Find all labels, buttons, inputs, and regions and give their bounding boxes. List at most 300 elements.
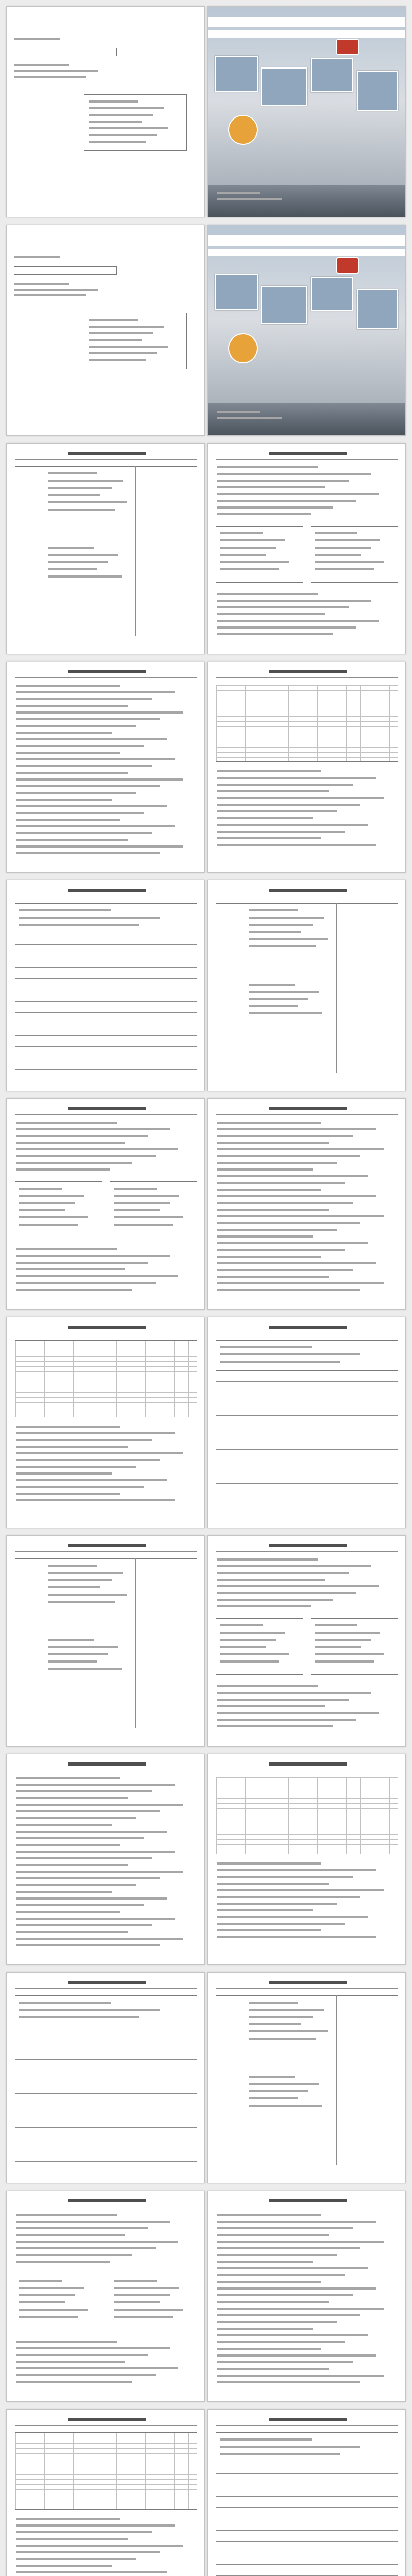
page-14 [207,1317,406,1528]
text-line [217,1712,379,1714]
text-line [217,1599,333,1601]
cover-footer-line [217,411,260,413]
itinerary-line [249,931,301,933]
text-line [16,1931,128,1933]
text-line [16,1426,120,1428]
text-line [16,2571,167,2573]
text-line [16,1142,125,1144]
page-heading [269,2199,347,2202]
info-line [19,2309,88,2311]
info-line [114,2280,157,2282]
sender-address-line [89,100,138,103]
heading-underline [15,459,197,460]
text-line [217,1579,325,1581]
form-entry-rule [216,1449,398,1450]
form-line [19,909,111,911]
form-line [19,2016,139,2018]
text-line [217,1128,376,1130]
heading-underline [15,2425,197,2426]
text-line [217,606,349,608]
text-line [217,784,353,786]
text-line [16,1897,167,1900]
info-line [114,1209,160,1211]
text-line [217,1242,368,1244]
postal-barcode [14,234,34,250]
city-skyline-image [208,403,405,435]
travel-photo-1 [215,274,258,310]
form-entry-rule [216,1381,398,1382]
travel-photo-4 [357,71,398,111]
text-line [16,1499,175,1501]
text-line [217,1883,329,1885]
text-line [16,711,183,714]
text-line [16,1851,175,1853]
text-line [16,2254,132,2256]
page-heading [68,1107,146,1110]
data-table [15,1340,197,1417]
text-line [16,685,120,687]
page-23 [6,2409,205,2576]
info-line [19,1202,75,1204]
page-19 [6,1972,205,2183]
itinerary-line [48,547,94,549]
info-line [114,2316,173,2318]
data-table [15,2432,197,2510]
page-10 [207,880,406,1091]
text-line [16,1784,175,1786]
text-line [217,777,376,779]
heading-underline [15,1551,197,1552]
text-line [16,2347,170,2349]
text-line [217,600,371,602]
info-line [220,532,263,534]
text-line [217,810,337,812]
page-heading [269,1107,347,1110]
cover-subtitle-band [208,30,405,38]
text-line [16,1439,152,1441]
sender-address-line [89,359,146,361]
text-line [217,2334,368,2336]
page-heading [68,1326,146,1329]
form-line [220,1346,312,1348]
text-line [16,1891,112,1893]
text-line [16,1924,152,1926]
text-line [217,633,333,635]
text-line [217,1155,360,1157]
form-entry-rule [15,2059,197,2060]
text-line [16,852,160,854]
text-line [16,1824,112,1826]
text-line [217,1896,360,1898]
itinerary-line [48,1639,94,1641]
text-line [217,2261,313,2263]
sender-address-line [89,319,138,321]
recipient-address-line [14,283,69,285]
text-line [217,1862,321,1865]
text-line [217,2214,321,2216]
page-heading [269,889,347,892]
price-stamp [228,333,258,363]
text-line [217,2341,345,2343]
itinerary-line [48,554,118,556]
info-line [19,1224,78,1226]
recipient-address-line [14,294,86,296]
text-line [217,1235,313,1238]
info-line [220,1660,279,1663]
text-line [16,1877,160,1879]
text-line [217,1168,313,1171]
itinerary-line [48,1572,123,1574]
text-line [217,1249,345,1251]
info-line [220,1646,266,1648]
text-line [217,1122,321,1124]
form-entry-rule [216,2507,398,2508]
tour-badge [336,257,359,274]
text-line [217,797,384,799]
text-line [217,1215,384,1217]
data-table [216,685,398,762]
itinerary-line [249,1005,298,1007]
text-line [217,626,356,629]
text-line [16,1938,183,1940]
info-line [114,2301,160,2303]
text-line [16,2381,132,2383]
text-line [16,2341,117,2343]
page-heading [269,1544,347,1547]
info-line [19,2280,62,2282]
itinerary-line [249,1012,322,1014]
text-line [16,1817,136,1819]
text-line [16,1459,160,1461]
page-13 [6,1317,205,1528]
cover-subtitle-band [208,249,405,256]
text-line [217,1222,360,1224]
text-line [16,1148,178,1150]
mailer-notice-line [14,256,60,258]
text-line [217,1276,329,1278]
text-line [217,2354,376,2357]
info-line [220,547,276,549]
text-line [217,1889,384,1891]
price-stamp [228,115,258,145]
itinerary-line [48,487,112,489]
text-line [16,785,160,787]
text-line [217,1923,345,1925]
sender-address-line [89,114,153,116]
text-line [16,2227,148,2229]
info-line [114,1216,183,1218]
itinerary-line [249,2090,308,2092]
info-line [220,568,279,570]
text-line [217,466,318,468]
form-entry-rule [15,1001,197,1002]
form-line [19,2009,160,2011]
form-header-box [15,1995,197,2026]
itinerary-line [249,2083,319,2085]
page-20 [207,1972,406,2183]
text-line [16,698,152,700]
form-entry-rule [15,1046,197,1047]
info-line [220,539,285,541]
text-line [217,620,379,622]
sender-address-line [89,141,146,143]
page-heading [269,1762,347,1766]
text-line [217,500,356,502]
text-line [217,2375,384,2377]
info-line [19,2294,75,2296]
page-17 [6,1754,205,1965]
text-line [217,1572,349,1574]
text-line [16,1857,152,1859]
form-line [19,924,139,926]
heading-underline [15,1114,197,1115]
text-line [16,1289,132,1291]
form-entry-rule [216,2541,398,2542]
text-line [217,1585,379,1587]
travel-photo-1 [215,56,258,92]
itinerary-line [249,938,328,940]
text-line [217,2241,384,2243]
itinerary-line [48,494,100,496]
travel-photo-2 [261,286,307,324]
itinerary-line [48,1646,118,1648]
text-line [16,725,136,727]
text-line [217,1592,356,1594]
form-line [220,2453,340,2455]
text-line [16,1155,156,1157]
text-line [217,2321,337,2323]
text-line [16,1797,128,1799]
text-line [217,2254,337,2256]
text-line [16,1911,120,1913]
text-line [217,2247,360,2249]
page-3 [6,225,205,436]
info-line [19,1209,65,1211]
text-line [16,1135,148,1137]
text-line [16,1810,160,1812]
itinerary-line [249,2105,322,2107]
form-entry-rule [216,2530,398,2531]
text-line [16,1472,112,1475]
text-line [16,1282,156,1284]
page-heading [68,1762,146,1766]
itinerary-line [249,998,308,1000]
page-18 [207,1754,406,1965]
text-line [217,1148,384,1150]
info-line [315,1624,357,1626]
text-line [217,1565,371,1567]
info-line [19,2301,65,2303]
data-table [216,1777,398,1854]
text-line [16,805,167,807]
text-line [217,1903,337,1905]
page-11 [6,1098,205,1310]
text-line [217,1256,321,1258]
form-entry-rule [15,1069,197,1070]
text-line [16,2518,120,2520]
text-line [16,1466,136,1468]
heading-underline [15,677,197,678]
text-line [16,1844,120,1846]
text-line [217,2287,376,2290]
info-line [19,2287,84,2289]
itinerary-line [249,909,298,911]
text-line [217,593,318,595]
text-line [217,844,376,846]
cover-illustration [208,7,405,217]
itinerary-line [48,575,122,578]
info-line [315,1639,371,1641]
text-line [217,2328,313,2330]
itinerary-line [48,1586,100,1588]
itinerary-detail-column [135,466,136,636]
text-line [217,824,368,826]
form-line [220,2438,312,2441]
page-heading [68,2418,146,2421]
itinerary-line [48,1668,122,1670]
page-21 [6,2191,205,2402]
info-line [114,1224,173,1226]
text-line [16,1446,128,1448]
info-line [315,532,357,534]
text-line [217,1869,376,1871]
sender-address-line [89,346,168,348]
text-line [16,1262,148,1264]
text-line [16,2538,128,2540]
cover-footer-line [217,198,282,200]
text-line [16,1864,128,1866]
recipient-address-line [14,76,86,78]
text-line [217,1558,318,1561]
itinerary-line [249,2038,316,2040]
itinerary-line [48,472,97,474]
info-line [315,539,380,541]
text-line [16,1275,178,1277]
itinerary-line [249,2023,301,2025]
text-line [16,839,128,841]
info-line [19,2316,78,2318]
page-15 [6,1535,205,1747]
sender-address-line [89,352,157,354]
form-entry-rule [15,2127,197,2128]
page-7 [6,662,205,873]
text-line [16,812,144,814]
text-line [217,2281,321,2283]
sender-address-line [89,326,164,328]
text-line [16,2214,117,2216]
travel-photo-4 [357,289,398,329]
heading-underline [216,1988,398,1989]
form-entry-rule [15,2161,197,2162]
text-line [16,2221,170,2223]
info-line [315,1632,380,1634]
page-heading [68,2199,146,2202]
form-entry-rule [216,1483,398,1484]
text-line [217,2361,353,2363]
text-line [217,486,325,488]
itinerary-line [249,2009,324,2011]
form-entry-rule [15,1012,197,1013]
text-line [16,1493,120,1495]
page-heading [68,670,146,673]
text-line [16,1944,160,1946]
text-line [217,1195,376,1197]
info-line [220,561,289,563]
info-line [19,1195,84,1197]
itinerary-line [249,991,319,993]
page-heading [269,670,347,673]
page-heading [269,1326,347,1329]
sender-address-line [89,107,164,109]
itinerary-line [249,2030,328,2032]
itinerary-line [48,1594,127,1596]
itinerary-line [48,1579,112,1581]
text-line [16,2234,125,2236]
itinerary-line [249,2016,313,2018]
text-line [16,772,128,774]
text-line [217,2348,321,2350]
info-line [220,1653,289,1655]
info-line [315,568,374,570]
info-line [315,554,361,556]
itinerary-line [48,480,123,482]
page-5 [6,443,205,654]
info-line [19,1216,88,1218]
city-skyline-image [208,185,405,217]
cover-title-band [208,235,405,246]
text-line [217,1262,376,1264]
text-line [217,2274,345,2276]
itinerary-line [48,568,97,570]
address-field [14,266,117,275]
info-line [220,1639,276,1641]
text-line [217,1719,356,1721]
travel-photo-2 [261,67,307,106]
text-line [217,804,360,806]
mailer-notice-line [14,38,60,40]
text-line [16,1168,110,1171]
text-line [16,819,120,821]
form-header-box [15,903,197,934]
info-line [315,547,371,549]
address-field [14,48,117,56]
form-header-box [216,2432,398,2463]
text-line [217,2381,360,2383]
form-line [19,2002,111,2004]
text-line [217,790,329,792]
recipient-address-line [14,64,69,66]
text-line [16,1255,170,1257]
text-line [217,480,349,482]
itinerary-line [48,1565,97,1567]
text-line [16,752,120,754]
text-line [16,792,136,794]
text-line [217,1725,333,1727]
text-line [217,506,333,509]
itinerary-line [48,1601,115,1603]
form-entry-rule [15,978,197,979]
page-12 [207,1098,406,1310]
text-line [16,1884,136,1886]
itinerary-line [249,2097,298,2099]
text-line [16,1837,144,1839]
text-line [217,1182,345,1184]
sender-address-line [89,134,157,136]
text-line [217,1202,353,1204]
page-heading [68,889,146,892]
heading-underline [216,459,398,460]
text-line [16,1122,117,1124]
